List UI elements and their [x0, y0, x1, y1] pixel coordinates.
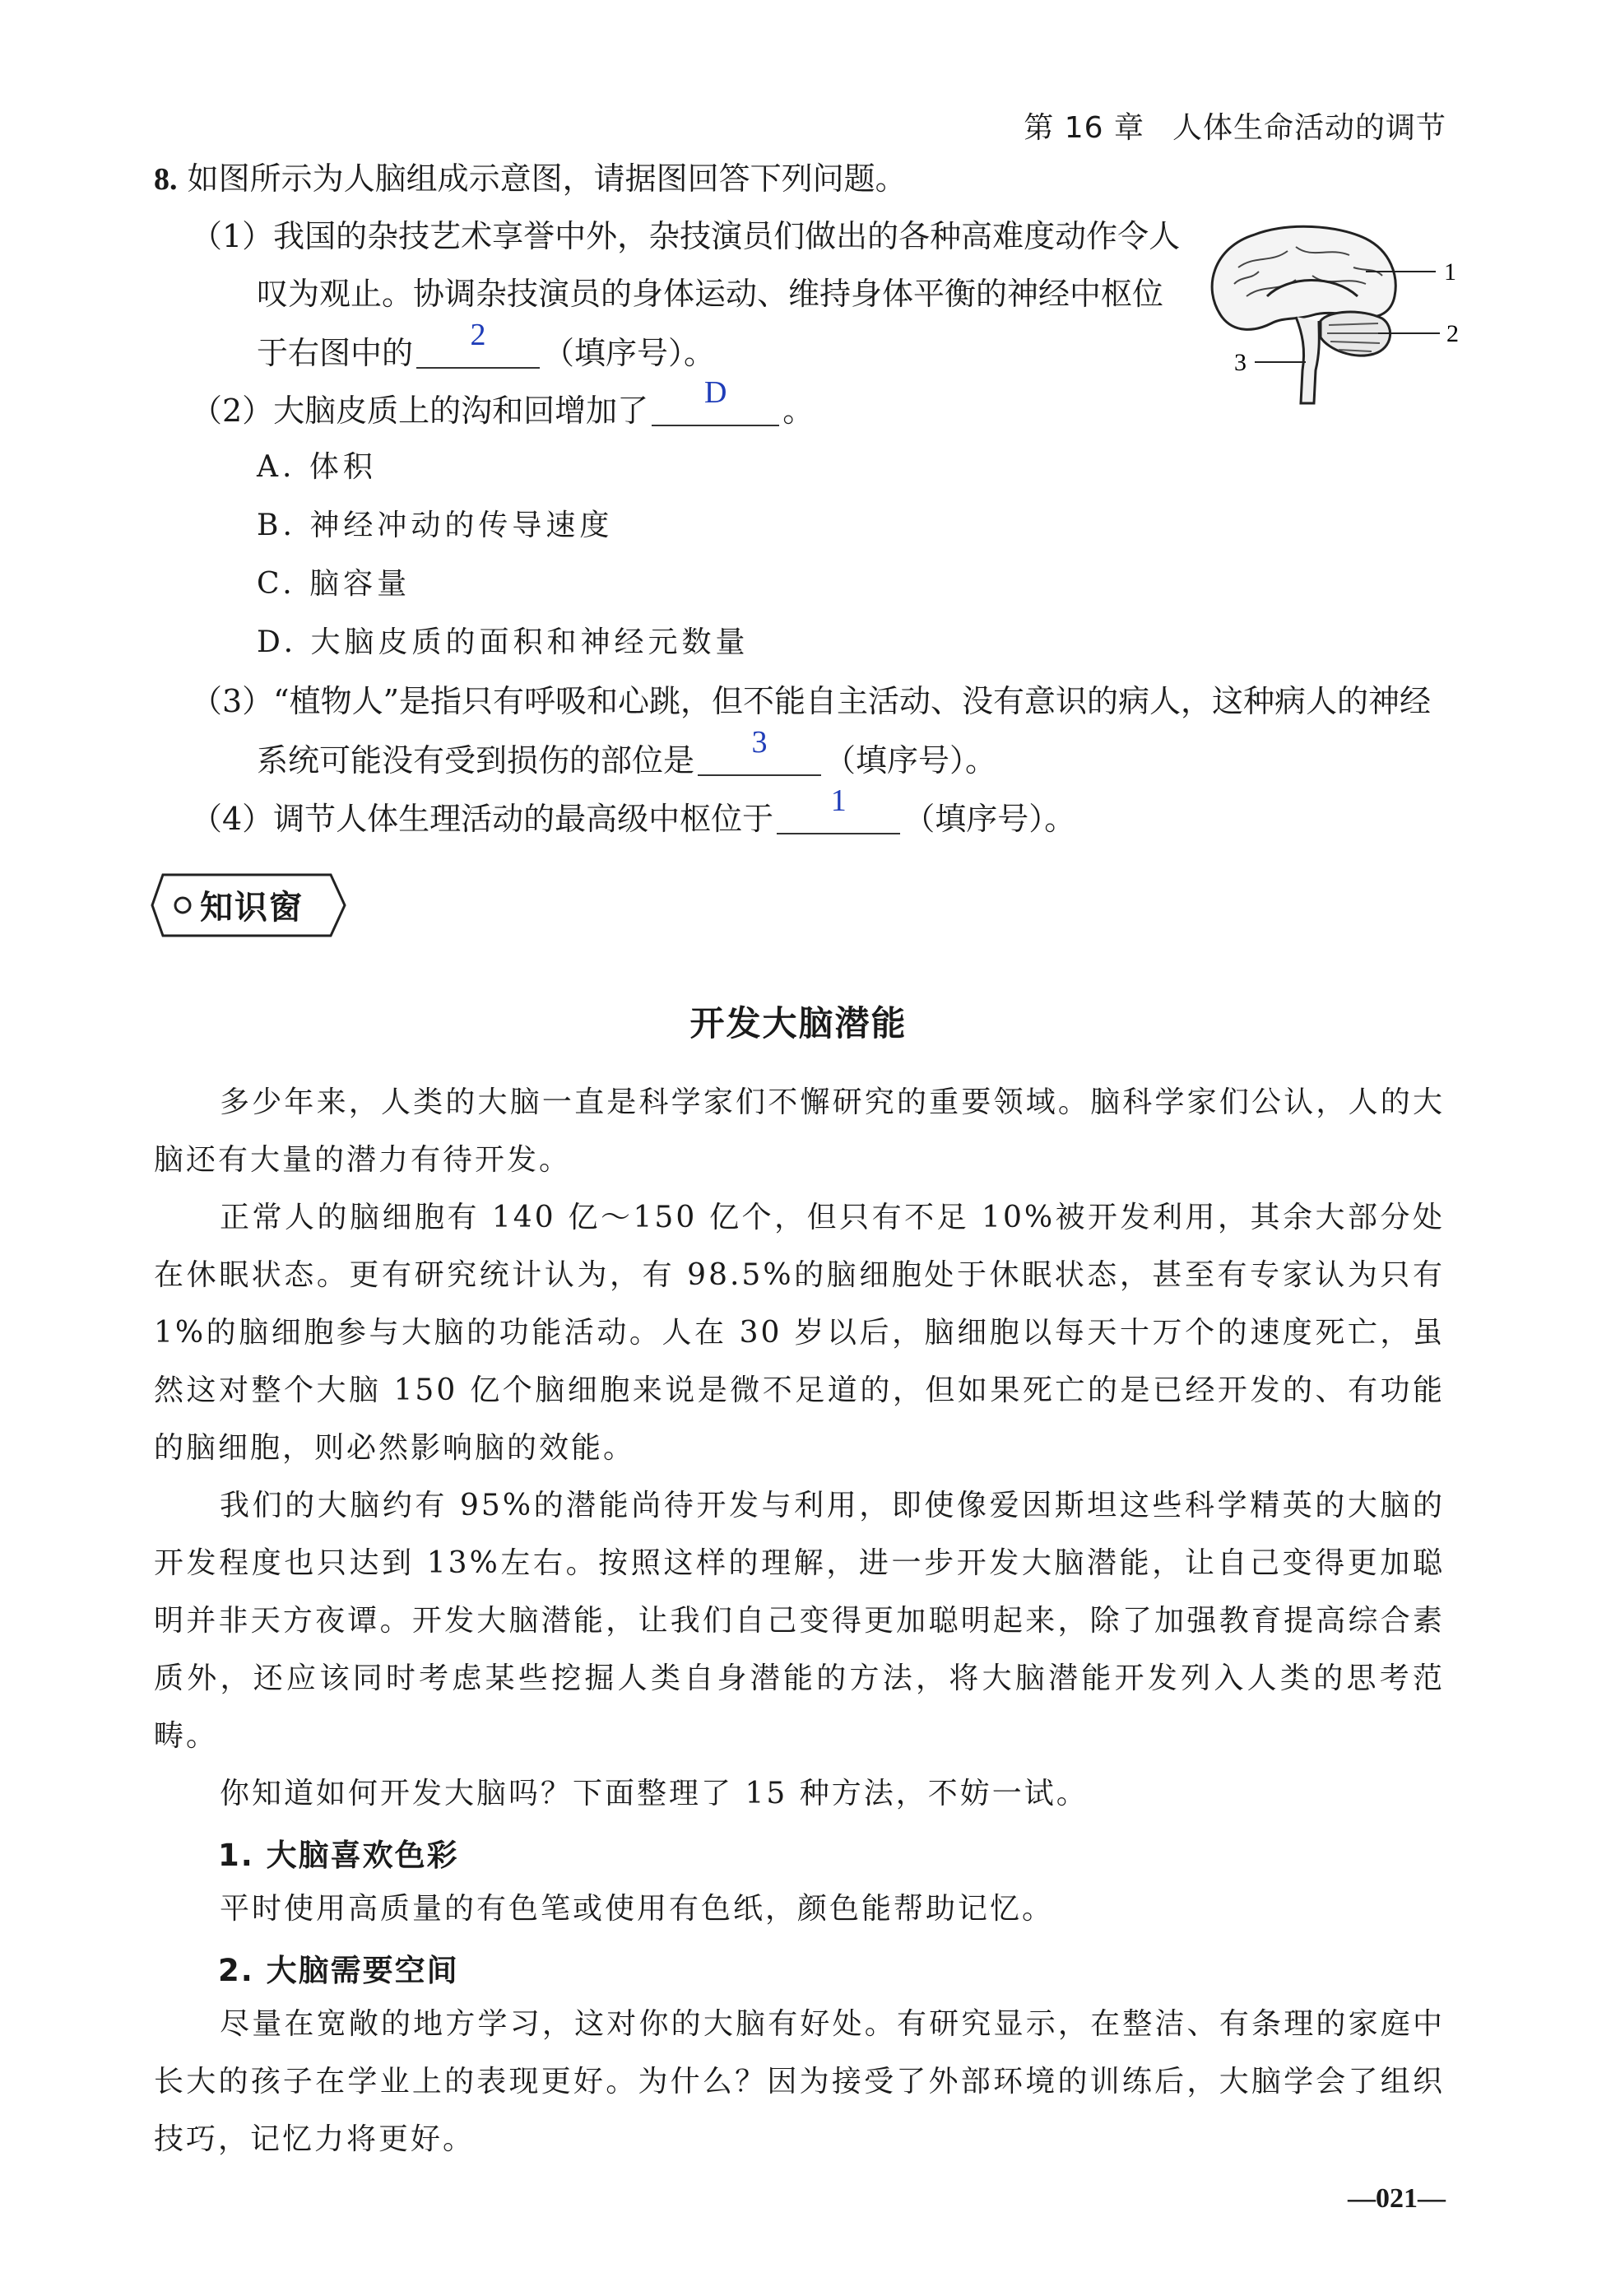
figure-label-3: 3	[1234, 349, 1246, 376]
q2-option-c: C. 脑容量	[257, 567, 411, 601]
q3-line2-pre: 系统可能没有受到损伤的部位是	[257, 742, 695, 779]
brain-stem	[1296, 317, 1319, 403]
question-number: 8.	[154, 162, 178, 197]
figure-label-2: 2	[1446, 320, 1459, 347]
q3-line2-post: （填序号）。	[824, 742, 997, 779]
q2-answer: D	[703, 375, 727, 410]
q1-answer-blank[interactable]	[416, 318, 540, 369]
q1-line2: 叹为观止。协调杂技演员的身体运动、维持身体平衡的神经中枢位	[257, 276, 1164, 312]
q2-answer-blank[interactable]	[652, 375, 779, 426]
q4-answer: 1	[830, 783, 847, 818]
question-stem	[154, 158, 907, 200]
chapter-number: 第 16 章	[1024, 111, 1144, 145]
q1-line3	[257, 318, 716, 374]
circle-bullet-icon	[175, 898, 190, 913]
q2-option-d: D. 大脑皮质的面积和神经元数量	[257, 625, 750, 659]
method-2-body: 尽量在宽敞的地方学习，这对你的大脑有好处。有研究显示，在整洁、有条理的家庭中长大的孩子在学业上的表现更好。为什么？因为接受了外部环境的训练后，大脑学会了组织技巧，记忆力将更好。	[154, 2007, 1445, 2156]
q4-post: （填序号）。	[903, 801, 1076, 837]
q1-line1: （1）我国的杂技艺术享誉中外，杂技演员们做出的各种高难度动作令人	[191, 218, 1181, 254]
q3-answer-blank[interactable]	[698, 725, 821, 776]
article-paragraph-4: 你知道如何开发大脑吗？下面整理了 15 种方法，不妨一试。	[220, 1777, 1089, 1810]
article-paragraph-2: 正常人的脑细胞有 140 亿～150 亿个，但只有不足 10%被开发利用，其余大部分处在休眠状态。更有研究统计认为，有 98.5%的脑细胞处于休眠状态，甚至有专家认为只有 1%的脑细胞参与大脑的功能活动。人在 30 岁以后，脑细胞以每天十万个的速度死亡，虽然这对整个大脑 150 亿个脑细胞来说是微不足道的，但如果死亡的是已经开发的、有功能的脑细胞，则必然影响脑的效能。	[154, 1201, 1445, 1465]
q1-line3-post: （填序号）。	[543, 335, 716, 371]
article-paragraph-1: 多少年来，人类的大脑一直是科学家们不懈研究的重要领域。脑科学家们公认，人的大脑还有大量的潜力有待开发。	[154, 1085, 1445, 1177]
q2-option-b: B. 神经冲动的传导速度	[257, 509, 614, 542]
question-stem-text: 如图所示为人脑组成示意图，请据图回答下列问题。	[187, 160, 907, 197]
q3-line2	[257, 725, 997, 781]
article-paragraph-3: 我们的大脑约有 95%的潜能尚待开发与利用，即使像爱因斯坦这些科学精英的大脑的开发程度也只达到 13%左右。按照这样的理解，进一步开发大脑潜能，让自己变得更加聪明并非天方夜谭。开发大脑潜能，让我们自己变得更加聪明起来，除了加强教育提高综合素质外，还应该同时考虑某些挖掘人类自身潜能的方法，将大脑潜能开发列入人类的思考范畴。	[154, 1489, 1445, 1753]
q1-answer: 2	[470, 318, 486, 352]
knowledge-window-label: 知识窗	[200, 889, 304, 927]
method-1-title: 1. 大脑喜欢色彩	[218, 1838, 459, 1873]
article-title: 开发大脑潜能	[689, 1003, 908, 1043]
figure-label-1: 1	[1444, 258, 1456, 286]
q1-line3-pre: 于右图中的	[257, 335, 414, 371]
page-number: —021—	[1348, 2183, 1446, 2214]
brain-diagram	[1197, 218, 1469, 407]
q2-post: 。	[782, 393, 815, 429]
q4-line	[191, 783, 1076, 839]
q4-pre: （4）调节人体生理活动的最高级中枢位于	[191, 801, 774, 837]
chapter-header	[1024, 105, 1446, 146]
q3-answer: 3	[751, 725, 768, 760]
q3-line1: （3）“植物人”是指只有呼吸和心跳，但不能自主活动、没有意识的病人，这种病人的神经	[191, 683, 1432, 719]
q4-answer-blank[interactable]	[777, 783, 900, 834]
chapter-title: 人体生命活动的调节	[1172, 111, 1446, 145]
method-2-title: 2. 大脑需要空间	[218, 1953, 459, 1988]
q2-pre: （2）大脑皮质上的沟和回增加了	[191, 393, 649, 429]
q2-option-a: A. 体积	[257, 450, 377, 484]
method-1-body: 平时使用高质量的有色笔或使用有色纸，颜色能帮助记忆。	[220, 1892, 1055, 1926]
q2-line	[191, 375, 815, 431]
